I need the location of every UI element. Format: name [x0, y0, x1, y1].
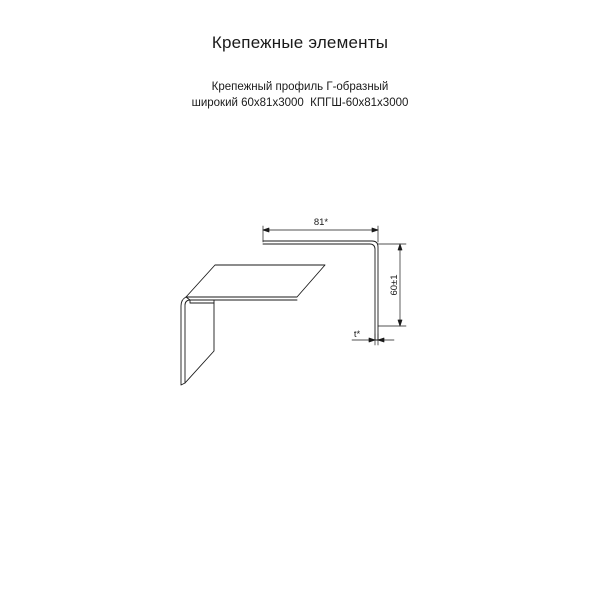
- width-label: 81*: [313, 217, 329, 228]
- width-dimension: [263, 226, 378, 242]
- profile-cross-section: [263, 241, 378, 340]
- height-label: 60±1: [389, 274, 400, 296]
- profile-top-flange: [186, 265, 325, 297]
- profile-side-wall: [181, 297, 190, 385]
- product-name: Крепежный профиль Г-образный: [211, 81, 389, 93]
- profile-wall-inner: [190, 300, 214, 303]
- page-title: Крепежные элементы: [211, 33, 389, 52]
- profile-wall-front: [185, 300, 214, 383]
- product-code: широкий 60х81х3000 КПГШ-60х81х3000: [191, 97, 409, 109]
- section-outer: [263, 241, 378, 340]
- profile-3d-view: [181, 265, 325, 385]
- thickness-label: t*: [353, 329, 361, 340]
- section-inner: [263, 244, 378, 340]
- profile-fold-edge: [186, 297, 297, 300]
